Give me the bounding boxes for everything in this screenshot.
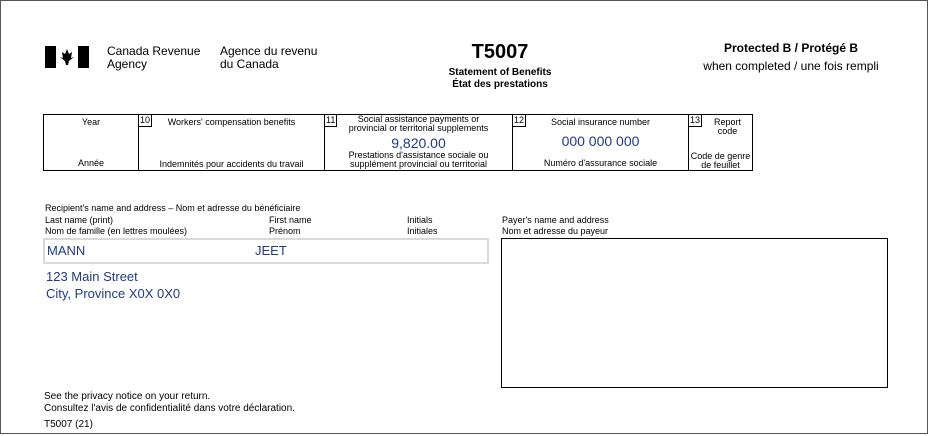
recipient-name-field[interactable] bbox=[43, 238, 489, 264]
address-line-2: City, Province X0X 0X0 bbox=[46, 286, 181, 301]
initials-label-fr: Initiales bbox=[407, 226, 438, 236]
initials-label bbox=[407, 215, 438, 237]
box-12-value: 000 000 000 bbox=[561, 133, 640, 149]
box-10-number: 10 bbox=[140, 115, 151, 125]
box-10-label-fr: Indemnités pour accidents du travail bbox=[159, 159, 304, 169]
payer-label bbox=[502, 215, 609, 237]
payer-label-en: Payer's name and address bbox=[502, 215, 609, 225]
box-11-label-en: Social assistance payments or provincial or territorial supplements bbox=[348, 114, 489, 133]
box-13[interactable] bbox=[688, 115, 752, 170]
payer-label-fr: Nom et adresse du payeur bbox=[502, 226, 609, 236]
first-name-label-en: First name bbox=[269, 215, 312, 225]
protected-sub: when completed / une fois rempli bbox=[703, 59, 879, 73]
box-12-number: 12 bbox=[514, 115, 525, 125]
box-12-label-en: Social insurance number bbox=[550, 117, 651, 127]
year-label-en: Year bbox=[81, 117, 101, 127]
payer-address-box[interactable] bbox=[501, 238, 888, 388]
box-10-label-en: Workers' compensation benefits bbox=[167, 117, 296, 127]
privacy-notice bbox=[44, 391, 295, 431]
form-code: T5007 bbox=[471, 41, 529, 63]
box-10[interactable] bbox=[138, 115, 324, 170]
privacy-notice-en: See the privacy notice on your return. bbox=[44, 391, 211, 402]
last-name-label-fr: Nom de famille (en lettres moulées) bbox=[45, 226, 188, 236]
recipient-address[interactable] bbox=[46, 268, 180, 302]
year-label-fr: Année bbox=[77, 158, 105, 168]
box-12-label-fr: Numéro d'assurance sociale bbox=[543, 158, 658, 168]
first-name-value: JEET bbox=[255, 243, 287, 258]
last-name-value: MANN bbox=[47, 243, 86, 258]
protected-label: Protected B / Protégé B bbox=[723, 41, 859, 55]
box-11-number: 11 bbox=[326, 115, 336, 125]
form-version: T5007 (21) bbox=[44, 419, 93, 430]
box-12[interactable] bbox=[512, 115, 688, 170]
last-name-label bbox=[45, 215, 187, 237]
last-name-label-en: Last name (print) bbox=[45, 215, 114, 225]
form-title-fr: État des prestations bbox=[452, 79, 548, 90]
agency-name-en: Canada Revenue Agency bbox=[107, 44, 201, 71]
amount-boxes bbox=[43, 114, 753, 171]
year-box[interactable] bbox=[44, 115, 138, 170]
agency-name-fr: Agence du revenu du Canada bbox=[220, 44, 318, 71]
box-11[interactable] bbox=[324, 115, 512, 170]
box-11-value: 9,820.00 bbox=[391, 135, 446, 151]
first-name-label-fr: Prénom bbox=[269, 226, 301, 236]
recipient-heading: Recipient's name and address – Nom et adresse du bénéficiaire bbox=[45, 203, 301, 213]
first-name-label bbox=[269, 215, 312, 237]
box-13-label-fr: Code de genre de feuillet bbox=[690, 151, 751, 170]
box-13-number: 13 bbox=[690, 115, 701, 125]
canada-flag-icon bbox=[45, 46, 89, 68]
form-title-en: Statement of Benefits bbox=[448, 67, 552, 78]
privacy-notice-fr: Consultez l'avis de confidentialité dans votre déclaration. bbox=[44, 403, 295, 414]
form-title bbox=[401, 67, 599, 91]
box-13-label-en: Report code bbox=[713, 117, 741, 136]
initials-label-en: Initials bbox=[407, 215, 433, 225]
address-line-1: 123 Main Street bbox=[46, 269, 138, 284]
box-11-label-fr: Prestations d'assistance sociale ou supplément provincial ou territorial bbox=[348, 150, 489, 169]
